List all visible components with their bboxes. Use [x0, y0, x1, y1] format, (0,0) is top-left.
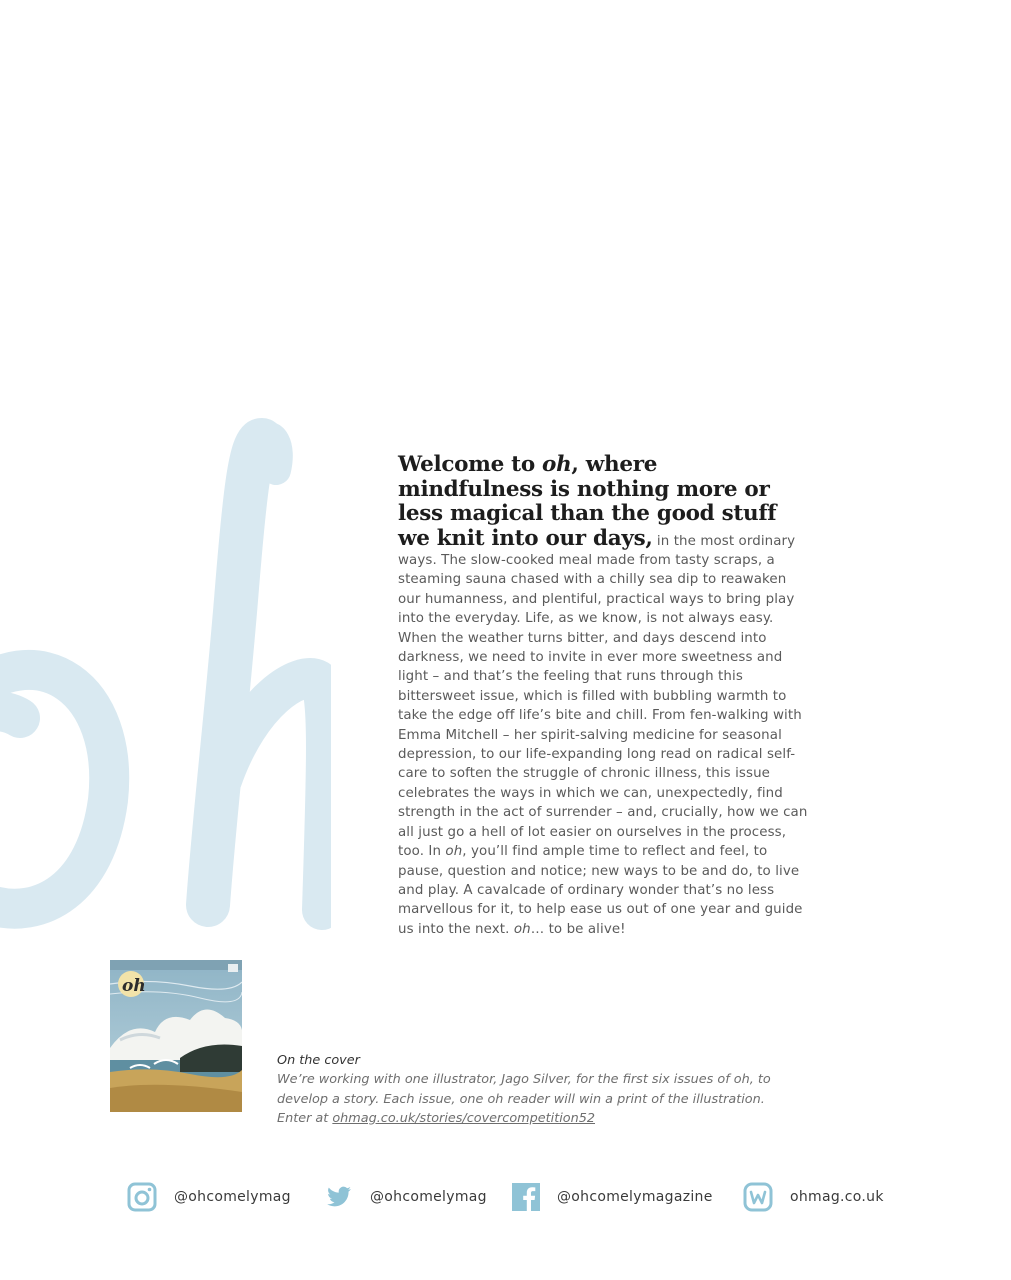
website-url: ohmag.co.uk [790, 1189, 884, 1205]
twitter-handle: @ohcomelymag [370, 1189, 487, 1205]
social-website[interactable] [743, 1181, 884, 1213]
facebook-icon [512, 1183, 540, 1211]
cover-caption-title: On the cover [277, 1053, 360, 1068]
cover-competition-link[interactable]: ohmag.co.uk/stories/covercompetition52 [332, 1110, 595, 1126]
cover-logo: oh [122, 976, 146, 996]
instagram-handle: @ohcomelymag [174, 1189, 291, 1205]
intro-lead: Welcome to oh, where mindfulness is nothing more or less magical than the good stuff we knit into our days, [398, 452, 777, 551]
social-twitter[interactable] [325, 1181, 487, 1213]
intro-paragraph: Welcome to oh, where mindfulness is nothing more or less magical than the good stuff we knit into our days, in the most ordinary ways. The slow-cooked meal made from tasty scraps, a steaming sauna chased with a chilly sea dip to reawaken our humanness, and plentiful, practical ways to bring play into the everyday. Life, as we know, is not always easy. When the weather turns bitter, and days descend into darkness, we need to invite in ever more sweetness and light – and that’s the feeling that runs through this bittersweet issue, which is filled with bubbling warmth to take the edge off life’s bite and chill. From fen-walking with Emma Mitchell – her spirit-salving medicine for seasonal depression, to our life-expanding long read on radical self-care to soften the struggle of chronic illness, this issue celebrates the ways in which we can, unexpectedly, find strength in the act of surrender – and, crucially, how we can all just go a hell of lot easier on ourselves in the process, too. In oh, you’ll find ample time to reflect and feel, to pause, question and notice; new ways to be and do, to live and play. A cavalcade of ordinary wonder that’s no less marvellous for it, to help ease us out of one year and guide us into the next. oh… to be alive! [398, 452, 808, 937]
cover-caption [277, 1051, 797, 1128]
twitter-icon [325, 1184, 353, 1210]
website-icon [743, 1182, 773, 1212]
social-instagram[interactable] [127, 1181, 291, 1213]
cover-caption-body: We’re working with one illustrator, Jago Silver, for the first six issues of oh, to develop a story. Each issue, one oh reader will win a print of the illustration. Enter at ohmag.co.uk/stories/covercompetition52 [277, 1072, 771, 1126]
magazine-cover-image [110, 960, 242, 1112]
facebook-handle: @ohcomelymagazine [557, 1189, 713, 1205]
oh-watermark-graphic [0, 400, 340, 930]
instagram-icon [127, 1182, 157, 1212]
social-facebook[interactable] [512, 1181, 713, 1213]
cover-small-print [110, 1113, 242, 1125]
